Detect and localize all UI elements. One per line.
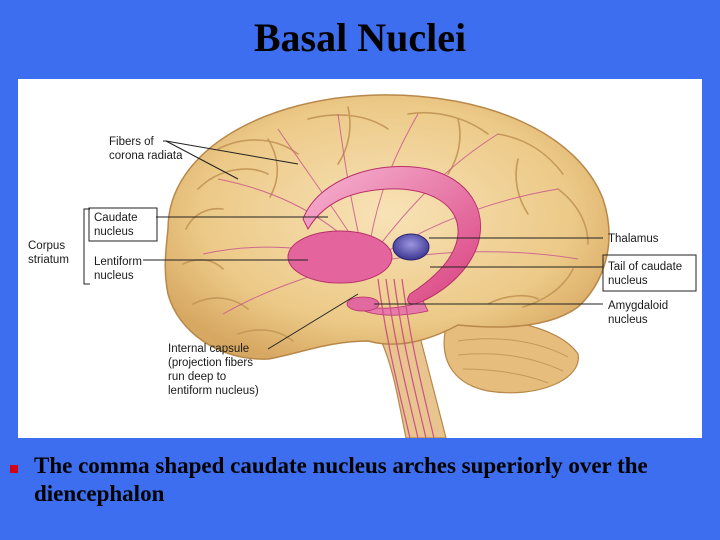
label-thalamus: Thalamus [608,233,659,245]
label-lentiform-2: nucleus [94,270,134,282]
brain-diagram-svg [18,79,702,438]
brainstem [378,329,446,438]
label-lentiform-1: Lentiform [94,256,142,268]
label-fibers-2: corona radiata [109,150,183,162]
brain-illustration [18,79,702,438]
label-internal-4: lentiform nucleus) [168,385,259,397]
label-amygdaloid-1: Amygdaloid [608,300,669,312]
label-amygdaloid-2: nucleus [608,314,648,326]
thalamus [393,234,429,260]
label-internal-2: (projection fibers [168,357,254,369]
label-corpus-2: striatum [28,254,69,266]
slide-title: Basal Nuclei [253,15,467,60]
lentiform-nucleus [288,231,392,283]
label-internal-3: run deep to [168,371,227,383]
label-internal-1: Internal capsule [168,343,250,355]
label-caudate-1: Caudate [94,212,138,224]
bullet-square-icon [10,465,18,473]
label-caudate-2: nucleus [94,226,134,238]
label-corpus-1: Corpus [28,240,66,252]
label-fibers-1: Fibers of [109,136,154,148]
cerebrum-outline [165,95,609,359]
label-tail-2: nucleus [608,275,648,287]
bullet-text: The comma shaped caudate nucleus arches superiorly over the diencephalon [34,453,648,506]
label-tail-1: Tail of caudate [608,261,683,273]
